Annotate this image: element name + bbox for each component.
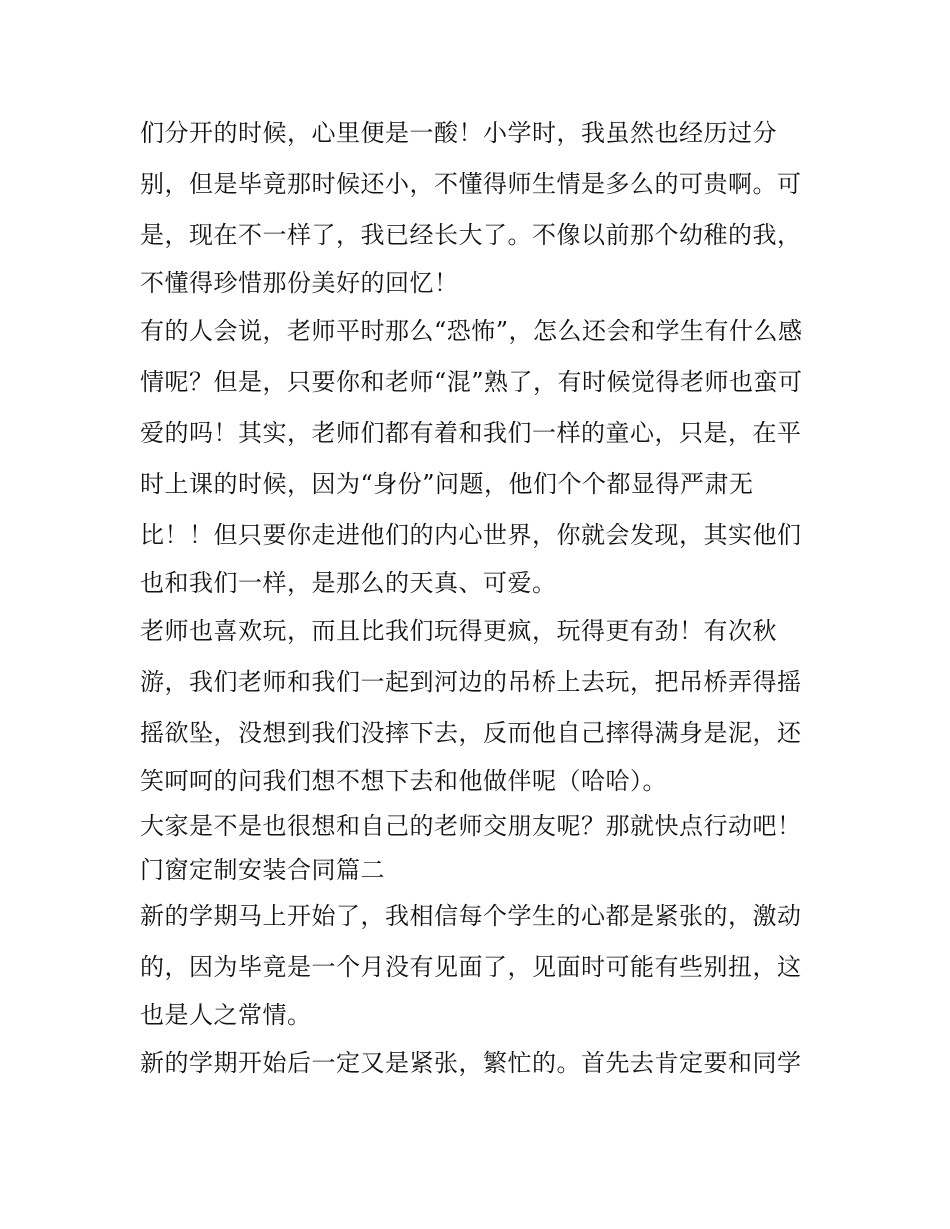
section-heading: 门窗定制安装合同篇二 xyxy=(140,856,385,884)
text-line: 有的人会说，老师平时那么“恐怖”，怎么还会和学生有什么感 xyxy=(140,317,803,345)
text-line: 新的学期马上开始了，我相信每个学生的心都是紧张的，激动 xyxy=(140,902,802,930)
text-line: 别，但是毕竟那时候还小，不懂得师生情是多么的可贵啊。可 xyxy=(140,170,802,198)
document-body xyxy=(140,108,830,1089)
text-line: 也是人之常情。 xyxy=(140,1001,312,1029)
text-line: 时上课的时候，因为“身份”问题，他们个个都显得严肃无 xyxy=(140,470,754,498)
text-line: 新的学期开始后一定又是紧张，繁忙的。首先去肯定要和同学 xyxy=(140,1049,802,1077)
text-line: 游，我们老师和我们一起到河边的吊桥上去玩，把吊桥弄得摇 xyxy=(140,668,802,696)
text-line: 比！！但只要你走进他们的内心世界，你就会发现，其实他们 xyxy=(140,521,802,549)
text-line: 们分开的时候，心里便是一酸！小学时，我虽然也经历过分 xyxy=(140,119,777,147)
text-line: 摇欲坠，没想到我们没摔下去，反而他自己摔得满身是泥，还 xyxy=(140,719,802,747)
text-line: 也和我们一样，是那么的天真、可爱。 xyxy=(140,569,557,597)
text-line: 的，因为毕竟是一个月没有见面了，见面时可能有些别扭，这 xyxy=(140,953,802,981)
text-line: 是，现在不一样了，我已经长大了。不像以前那个幼稚的我， xyxy=(140,221,802,249)
text-line: 情呢？但是，只要你和老师“混”熟了，有时候觉得老师也蛮可 xyxy=(140,368,803,396)
text-line: 老师也喜欢玩，而且比我们玩得更疯，玩得更有劲！有次秋 xyxy=(140,617,777,645)
text-line: 笑呵呵的问我们想不想下去和他做伴呢（哈哈）。 xyxy=(140,767,667,795)
text-line: 大家是不是也很想和自己的老师交朋友呢？那就快点行动吧！ xyxy=(140,812,802,840)
text-line: 不懂得珍惜那份美好的回忆！ xyxy=(140,269,459,297)
text-line: 爱的吗！其实，老师们都有着和我们一样的童心，只是，在平 xyxy=(140,419,802,447)
